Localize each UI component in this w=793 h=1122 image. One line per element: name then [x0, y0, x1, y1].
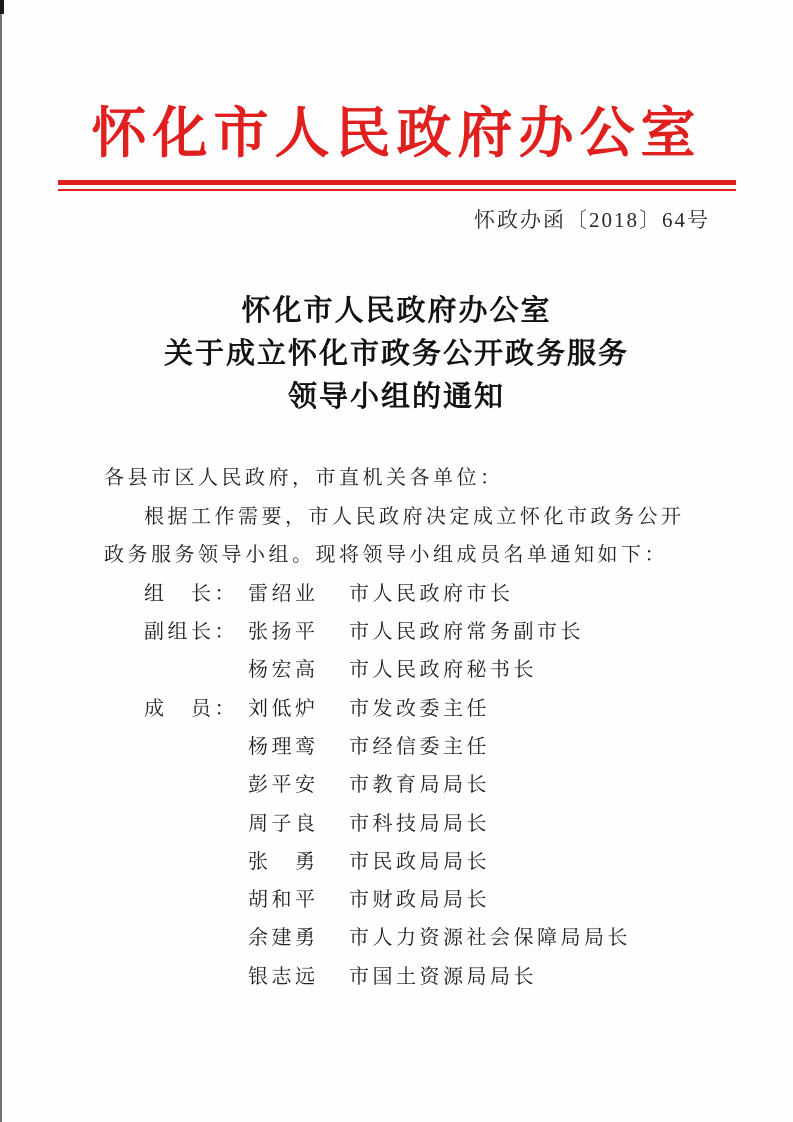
member-title: 市国土资源局局长 — [349, 965, 537, 988]
member-title: 市人民政府市长 — [349, 582, 514, 605]
salutation: 各县市区人民政府，市直机关各单位： — [104, 467, 504, 489]
member-name: 周子良 — [248, 812, 319, 835]
notice-title-line-3: 领导小组的通知 — [287, 381, 505, 413]
letterhead-divider — [58, 180, 736, 191]
letterhead-org-name: 怀化市人民政府办公室 — [91, 103, 702, 164]
member-name: 张 勇 — [248, 850, 319, 873]
member-row — [144, 766, 694, 804]
member-title: 市发改委主任 — [349, 697, 490, 720]
member-title: 市人民政府常务副市长 — [349, 621, 584, 644]
member-name: 张扬平 — [248, 621, 319, 644]
member-role: 副组长： — [144, 621, 238, 644]
member-title: 市民政局局长 — [349, 850, 490, 873]
member-row — [144, 575, 694, 613]
member-role: 组 长： — [144, 582, 238, 605]
member-title: 市科技局局长 — [349, 812, 490, 835]
member-row — [144, 843, 694, 881]
member-name: 杨理鸾 — [248, 735, 319, 758]
member-row — [144, 919, 694, 957]
member-title: 市教育局局长 — [349, 774, 490, 797]
member-title: 市人民政府秘书长 — [349, 659, 537, 682]
member-row — [144, 651, 694, 689]
member-row — [144, 690, 694, 728]
scan-corner-artifact — [0, 0, 4, 14]
member-row — [144, 613, 694, 651]
member-row — [144, 805, 694, 843]
member-title: 市财政局局长 — [349, 889, 490, 912]
member-title: 市经信委主任 — [349, 735, 490, 758]
member-name: 杨宏高 — [248, 659, 319, 682]
opening-paragraph: 根据工作需要，市人民政府决定成立怀化市政务公开政务服务领导小组。现将领导小组成员名单通知如下： — [104, 505, 685, 567]
member-name: 雷绍业 — [248, 582, 319, 605]
member-row — [144, 958, 694, 996]
scan-edge-artifact — [0, 0, 2, 1122]
doc-number: 怀政办函〔2018〕64号 — [474, 208, 710, 232]
member-row — [144, 881, 694, 919]
member-name: 刘低炉 — [248, 697, 319, 720]
member-name: 胡和平 — [248, 889, 319, 912]
member-list — [144, 575, 694, 996]
member-name: 银志远 — [248, 965, 319, 988]
member-name: 彭平安 — [248, 774, 319, 797]
notice-title — [0, 290, 793, 419]
notice-title-line-1: 怀化市人民政府办公室 — [241, 295, 552, 327]
document-body — [104, 459, 694, 996]
member-name: 余建勇 — [248, 927, 319, 950]
member-row — [144, 728, 694, 766]
member-role: 成 员： — [144, 697, 238, 720]
member-title: 市人力资源社会保障局局长 — [349, 927, 631, 950]
notice-title-line-2: 关于成立怀化市政务公开政务服务 — [163, 338, 629, 370]
